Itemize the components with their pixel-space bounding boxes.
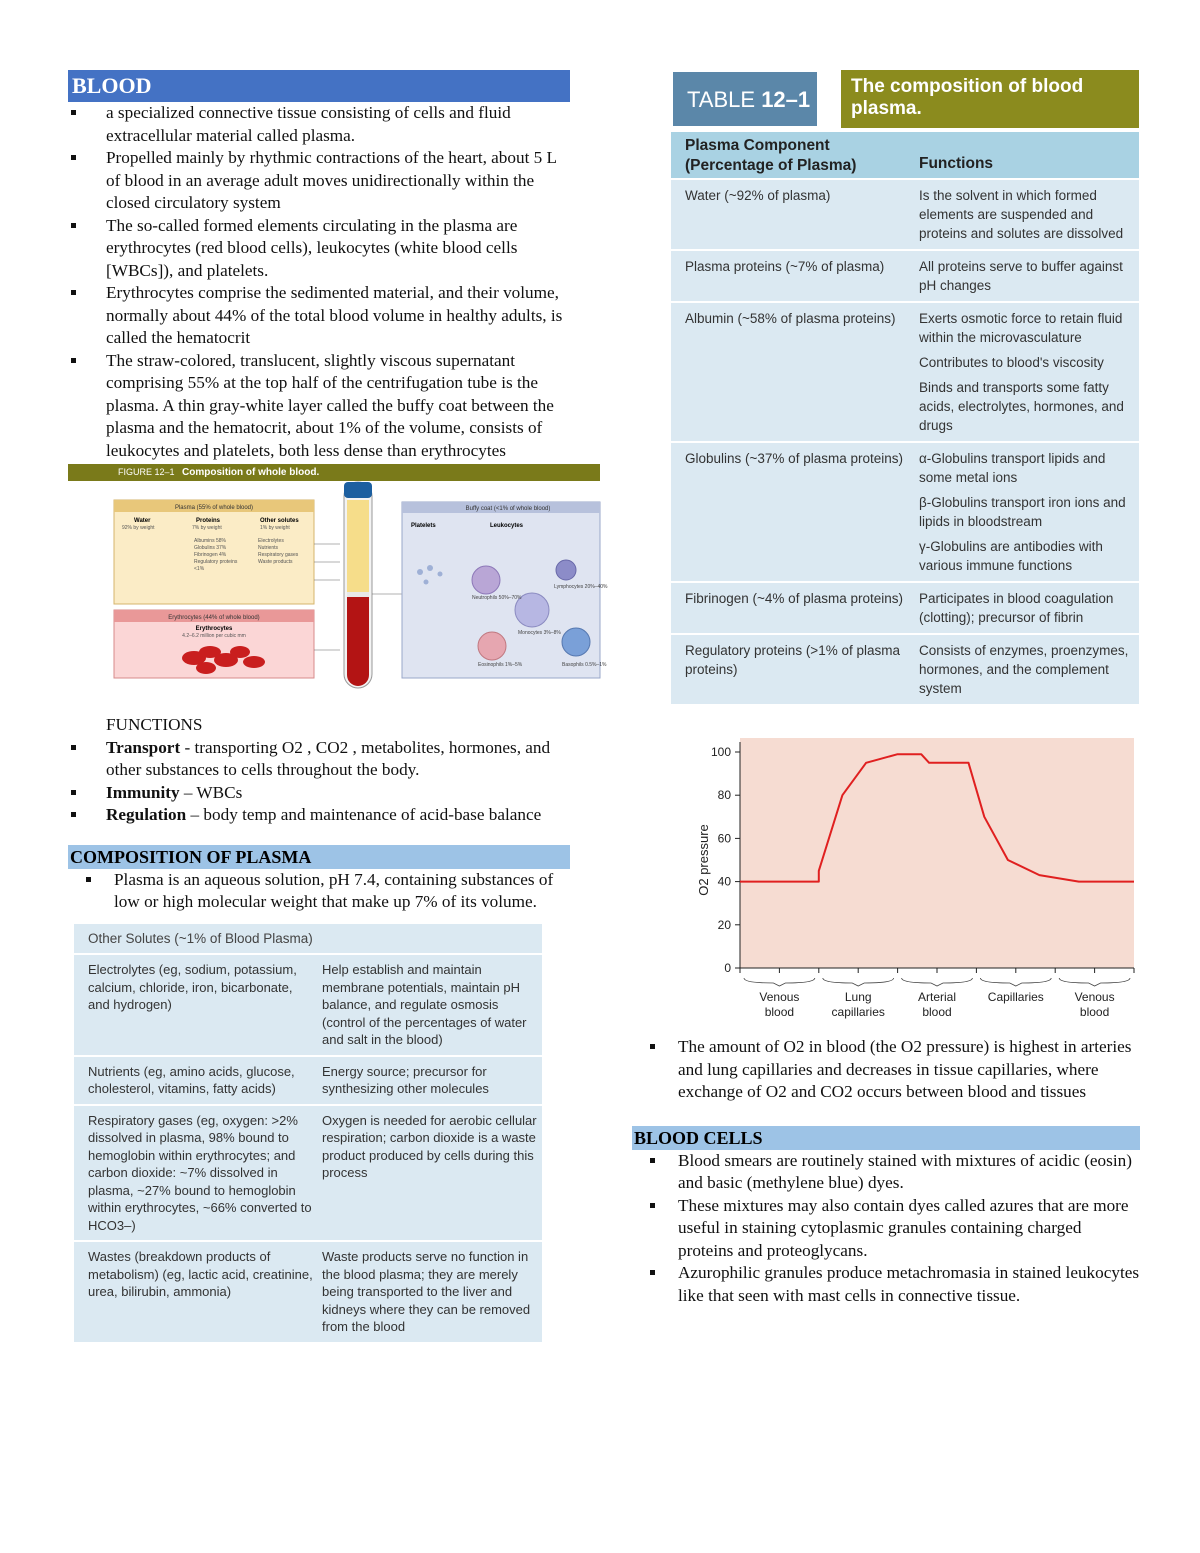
table-row [671, 301, 1139, 441]
table-row [671, 633, 1139, 704]
category-brace [980, 978, 1051, 986]
left-column [68, 70, 608, 1344]
y-tick-label: 0 [724, 961, 731, 975]
solute-name-cell: Respiratory gases (eg, oxygen: >2% dissolved in plasma, 98% bound to hemoglobin within erythrocytes; and carbon dioxide: ~7% dissolved in plasma, ~27% bound to hemoglobin within erythrocytes, ~66% converted to HCO3–) [88, 1112, 312, 1233]
other-solutes-label: Other solutes [260, 518, 299, 524]
plasma-component-cell: Albumin (~58% of plasma proteins) [685, 311, 896, 326]
plasma-function-cell [919, 309, 1139, 435]
table-12-1-body [671, 178, 1139, 704]
function-term: Regulation [106, 805, 187, 824]
proteins-list-item: <1% [194, 566, 205, 572]
right-column [632, 70, 1140, 1307]
other-solutes-table-header: Other Solutes (~1% of Blood Plasma) [74, 924, 542, 956]
plasma-component-cell: Fibrinogen (~4% of plasma proteins) [685, 591, 903, 606]
solute-function-cell: Energy source; precursor for synthesizing other molecules [322, 1063, 489, 1096]
erythrocyte-box-title: Erythrocytes (44% of whole blood) [168, 615, 260, 621]
water-label: Water [134, 518, 151, 524]
figure-caption-bar [68, 464, 600, 481]
function-item [68, 737, 570, 782]
function-paragraph: α-Globulins transport lipids and some metal ions [919, 451, 1106, 485]
table-row [671, 581, 1139, 633]
y-tick-label: 60 [717, 831, 731, 846]
blood-bullet: The straw-colored, translucent, slightly viscous supernatant comprising 55% at the top half of the centrifugation tube is the plasma. A thin gray-white layer called the buffy coat between the plasma and the hematocrit, about 1% of the volume, consists of leukocytes and platelets, both less dense than erythrocytes [68, 350, 570, 463]
blood-bullet: a specialized connective tissue consisting of cells and fluid extracellular material called plasma. [68, 102, 570, 147]
function-text: – WBCs [179, 782, 243, 802]
other-solutes-table-body [74, 955, 542, 1344]
functions-title: FUNCTIONS [106, 715, 203, 734]
plasma-function-cell [919, 257, 1139, 295]
function-item [68, 804, 570, 827]
x-category-label: Arterial [917, 990, 957, 1004]
x-category-label: blood [1079, 1005, 1110, 1019]
function-paragraph: Binds and transports some fatty acids, electrolytes, hormones, and drugs [919, 380, 1124, 433]
proteins-list-item: Fibrinogen 4% [194, 552, 227, 558]
solute-function-cell: Help establish and maintain membrane potentials, maintain pH balance, and regulate osmosis (control of the percentages of water and salt in the blood) [322, 962, 527, 1047]
other-solutes-list-item: Electrolytes [258, 538, 284, 544]
figure-label: FIGURE 12–1 [118, 467, 175, 477]
x-category-label: Capillaries [987, 990, 1044, 1004]
x-category-label: Lung [844, 990, 872, 1004]
other-solutes-list-item: Nutrients [258, 545, 279, 551]
functions-list [68, 737, 570, 827]
other-solutes-table [74, 924, 542, 1344]
table-12-1-header [671, 70, 1139, 128]
whole-blood-diagram [68, 482, 608, 712]
function-paragraph: Is the solvent in which formed elements are suspended and proteins and solutes are dissolved [919, 188, 1124, 241]
x-category-label: blood [922, 1005, 952, 1019]
plasma-bullet-list [68, 869, 570, 914]
blood-bullet: The so-called formed elements circulating in the plasma are erythrocytes (red blood cells), leukocytes (white blood cells [WBCs]), and platelets. [68, 215, 570, 283]
monocytes-label: Monocytes 3%–8% [518, 630, 561, 636]
function-paragraph: γ-Globulins are antibodies with various immune functions [919, 539, 1103, 573]
table-tag-number: 12–1 [761, 87, 811, 112]
solute-function-cell: Waste products serve no function in the blood plasma; they are merely being transported to the liver and kidneys where they can be removed from the blood [322, 1249, 531, 1334]
plasma-box-title: Plasma (55% of whole blood) [174, 505, 254, 511]
table-row [74, 1242, 542, 1344]
function-term: Transport [106, 737, 181, 757]
buffy-coat-title: Buffy coat (<1% of whole blood) [465, 506, 551, 512]
table-12-1-title: The composition of blood plasma. [841, 70, 1139, 128]
erythrocytes-sub: 4.2–6.2 million per cubic mm [182, 633, 246, 639]
composition-of-plasma-heading: COMPOSITION OF PLASMA [68, 845, 570, 869]
o2-bullet: The amount of O2 in blood (the O2 pressure) is highest in arteries and lung capillaries and decreases in tissue capillaries, where exchange of O2 and CO2 occurs between blood and tissues [632, 1036, 1140, 1104]
other-solutes-list-item: Waste products [258, 559, 293, 565]
lymphocytes-label: Lymphocytes 20%–40% [554, 584, 608, 590]
table-row [74, 955, 542, 1057]
leukocytes-label: Leukocytes [490, 523, 524, 529]
table-12-1-tag [671, 70, 819, 128]
function-text: - transporting O2 , CO2 , metabolites, hormones, and other substances to cells throughout the body. [106, 737, 551, 779]
erythrocytes-label: Erythrocytes [195, 626, 233, 632]
other-solutes-sub: 1% by weight [260, 525, 290, 531]
water-sub: 92% by weight [122, 525, 155, 531]
proteins-label: Proteins [196, 518, 221, 524]
function-paragraph: Contributes to blood's viscosity [919, 355, 1104, 370]
table-row [671, 249, 1139, 301]
blood-cells-bullet: Azurophilic granules produce metachromasia in stained leukocytes like that seen with mast cells in connective tissue. [632, 1262, 1140, 1307]
table-row [74, 1106, 542, 1243]
proteins-list-item: Globulins 37% [194, 545, 227, 551]
solute-function-cell: Oxygen is needed for aerobic cellular respiration; carbon dioxide is a waste product produced by cells during this process [322, 1112, 537, 1180]
function-term: Immunity [106, 782, 180, 802]
figure-caption: Composition of whole blood. [182, 467, 320, 478]
table-12-1-column-headers [671, 132, 1139, 178]
x-category-label: Venous [759, 990, 800, 1004]
proteins-sub: 7% by weight [192, 525, 222, 531]
plasma-component-cell: Globulins (~37% of plasma proteins) [685, 451, 903, 466]
blood-bullet-list [68, 102, 570, 462]
tube-erythrocyte-layer [347, 597, 369, 686]
solute-name-cell: Electrolytes (eg, sodium, potassium, calcium, chloride, iron, bicarbonate, and hydrogen) [88, 962, 297, 1012]
category-brace [823, 978, 894, 986]
table-12-1 [671, 70, 1139, 704]
column-header-component: Plasma Component (Percentage of Plasma) [685, 137, 857, 174]
blood-cells-heading: BLOOD CELLS [632, 1126, 1140, 1150]
plasma-bullet: Plasma is an aqueous solution, pH 7.4, containing substances of low or high molecular weight that make up 7% of its volume. [68, 869, 570, 914]
plasma-component-cell: Water (~92% of plasma) [685, 188, 831, 203]
plasma-function-cell [919, 449, 1139, 575]
function-text: – body temp and maintenance of acid-base balance [186, 805, 542, 824]
function-paragraph: All proteins serve to buffer against pH changes [919, 259, 1123, 293]
x-category-label: blood [764, 1005, 795, 1019]
other-solutes-list-item: Respiratory gases [258, 552, 299, 558]
solute-name-cell: Wastes (breakdown products of metabolism) (eg, lactic acid, creatinine, urea, bilirubin, ammonia) [88, 1249, 313, 1299]
function-paragraph: Exerts osmotic force to retain fluid within the microvasculature [919, 311, 1123, 345]
blood-bullet: Erythrocytes comprise the sedimented material, and their volume, normally about 44% of the total blood volume in healthy adults, is called the hematocrit [68, 282, 570, 350]
blood-heading: BLOOD [68, 70, 570, 102]
y-tick-label: 20 [717, 917, 731, 932]
proteins-list-item: Regulatory proteins [194, 559, 238, 565]
y-tick-label: 100 [710, 745, 731, 759]
blood-cells-bullet-list [632, 1150, 1140, 1308]
basophils-label: Basophils 0.5%–1% [562, 662, 607, 668]
tube-buffy-coat [347, 592, 369, 597]
eosinophils-label: Eosinophils 1%–5% [478, 662, 523, 668]
table-row [671, 178, 1139, 249]
blood-bullet: Propelled mainly by rhythmic contractions of the heart, about 5 L of blood in an average adult moves unidirectionally within the closed circulatory system [68, 147, 570, 215]
x-category-label: Venous [1074, 990, 1115, 1004]
platelets-label: Platelets [411, 523, 436, 529]
table-tag-word: TABLE [687, 87, 756, 112]
plasma-component-cell: Regulatory proteins (>1% of plasma proteins) [685, 643, 900, 677]
solute-name-cell: Nutrients (eg, amino acids, glucose, cholesterol, vitamins, fatty acids) [88, 1063, 295, 1096]
category-brace [902, 978, 973, 986]
y-tick-label: 40 [717, 874, 731, 889]
figure-12-1 [68, 464, 608, 714]
tube-plasma-layer [347, 500, 369, 592]
plasma-function-cell [919, 641, 1139, 698]
chart-plot-area [740, 738, 1134, 968]
proteins-list-item: Albumins 58% [194, 538, 226, 544]
x-category-label: capillaries [831, 1005, 885, 1019]
function-paragraph: β-Globulins transport iron ions and lipids in bloodstream [919, 495, 1126, 529]
table-row [671, 441, 1139, 581]
blood-cells-bullet: These mixtures may also contain dyes called azures that are more useful in staining cytoplasmic granules containing charged proteins and proteoglycans. [632, 1195, 1140, 1263]
blood-cells-bullet: Blood smears are routinely stained with mixtures of acidic (eosin) and basic (methylene blue) dyes. [632, 1150, 1140, 1195]
category-brace [744, 978, 815, 986]
y-tick-label: 80 [717, 788, 731, 803]
table-row [74, 1057, 542, 1106]
o2-pressure-chart [682, 738, 1152, 1028]
plasma-function-cell [919, 589, 1139, 627]
column-header-functions: Functions [919, 155, 994, 172]
o2-bullet-list [632, 1036, 1140, 1104]
category-brace [1059, 978, 1130, 986]
neutrophils-label: Neutrophils 50%–70% [472, 595, 522, 601]
y-axis-label: O2 pressure [696, 824, 711, 896]
function-paragraph: Consists of enzymes, proenzymes, hormones, and the complement system [919, 643, 1129, 696]
o2-pressure-chart-svg [682, 738, 1152, 1028]
function-paragraph: Participates in blood coagulation (clotting); precursor of fibrin [919, 591, 1114, 625]
plasma-function-cell [919, 186, 1139, 243]
plasma-component-cell: Plasma proteins (~7% of plasma) [685, 259, 885, 274]
function-item [68, 782, 570, 805]
tube-cap [344, 482, 372, 498]
